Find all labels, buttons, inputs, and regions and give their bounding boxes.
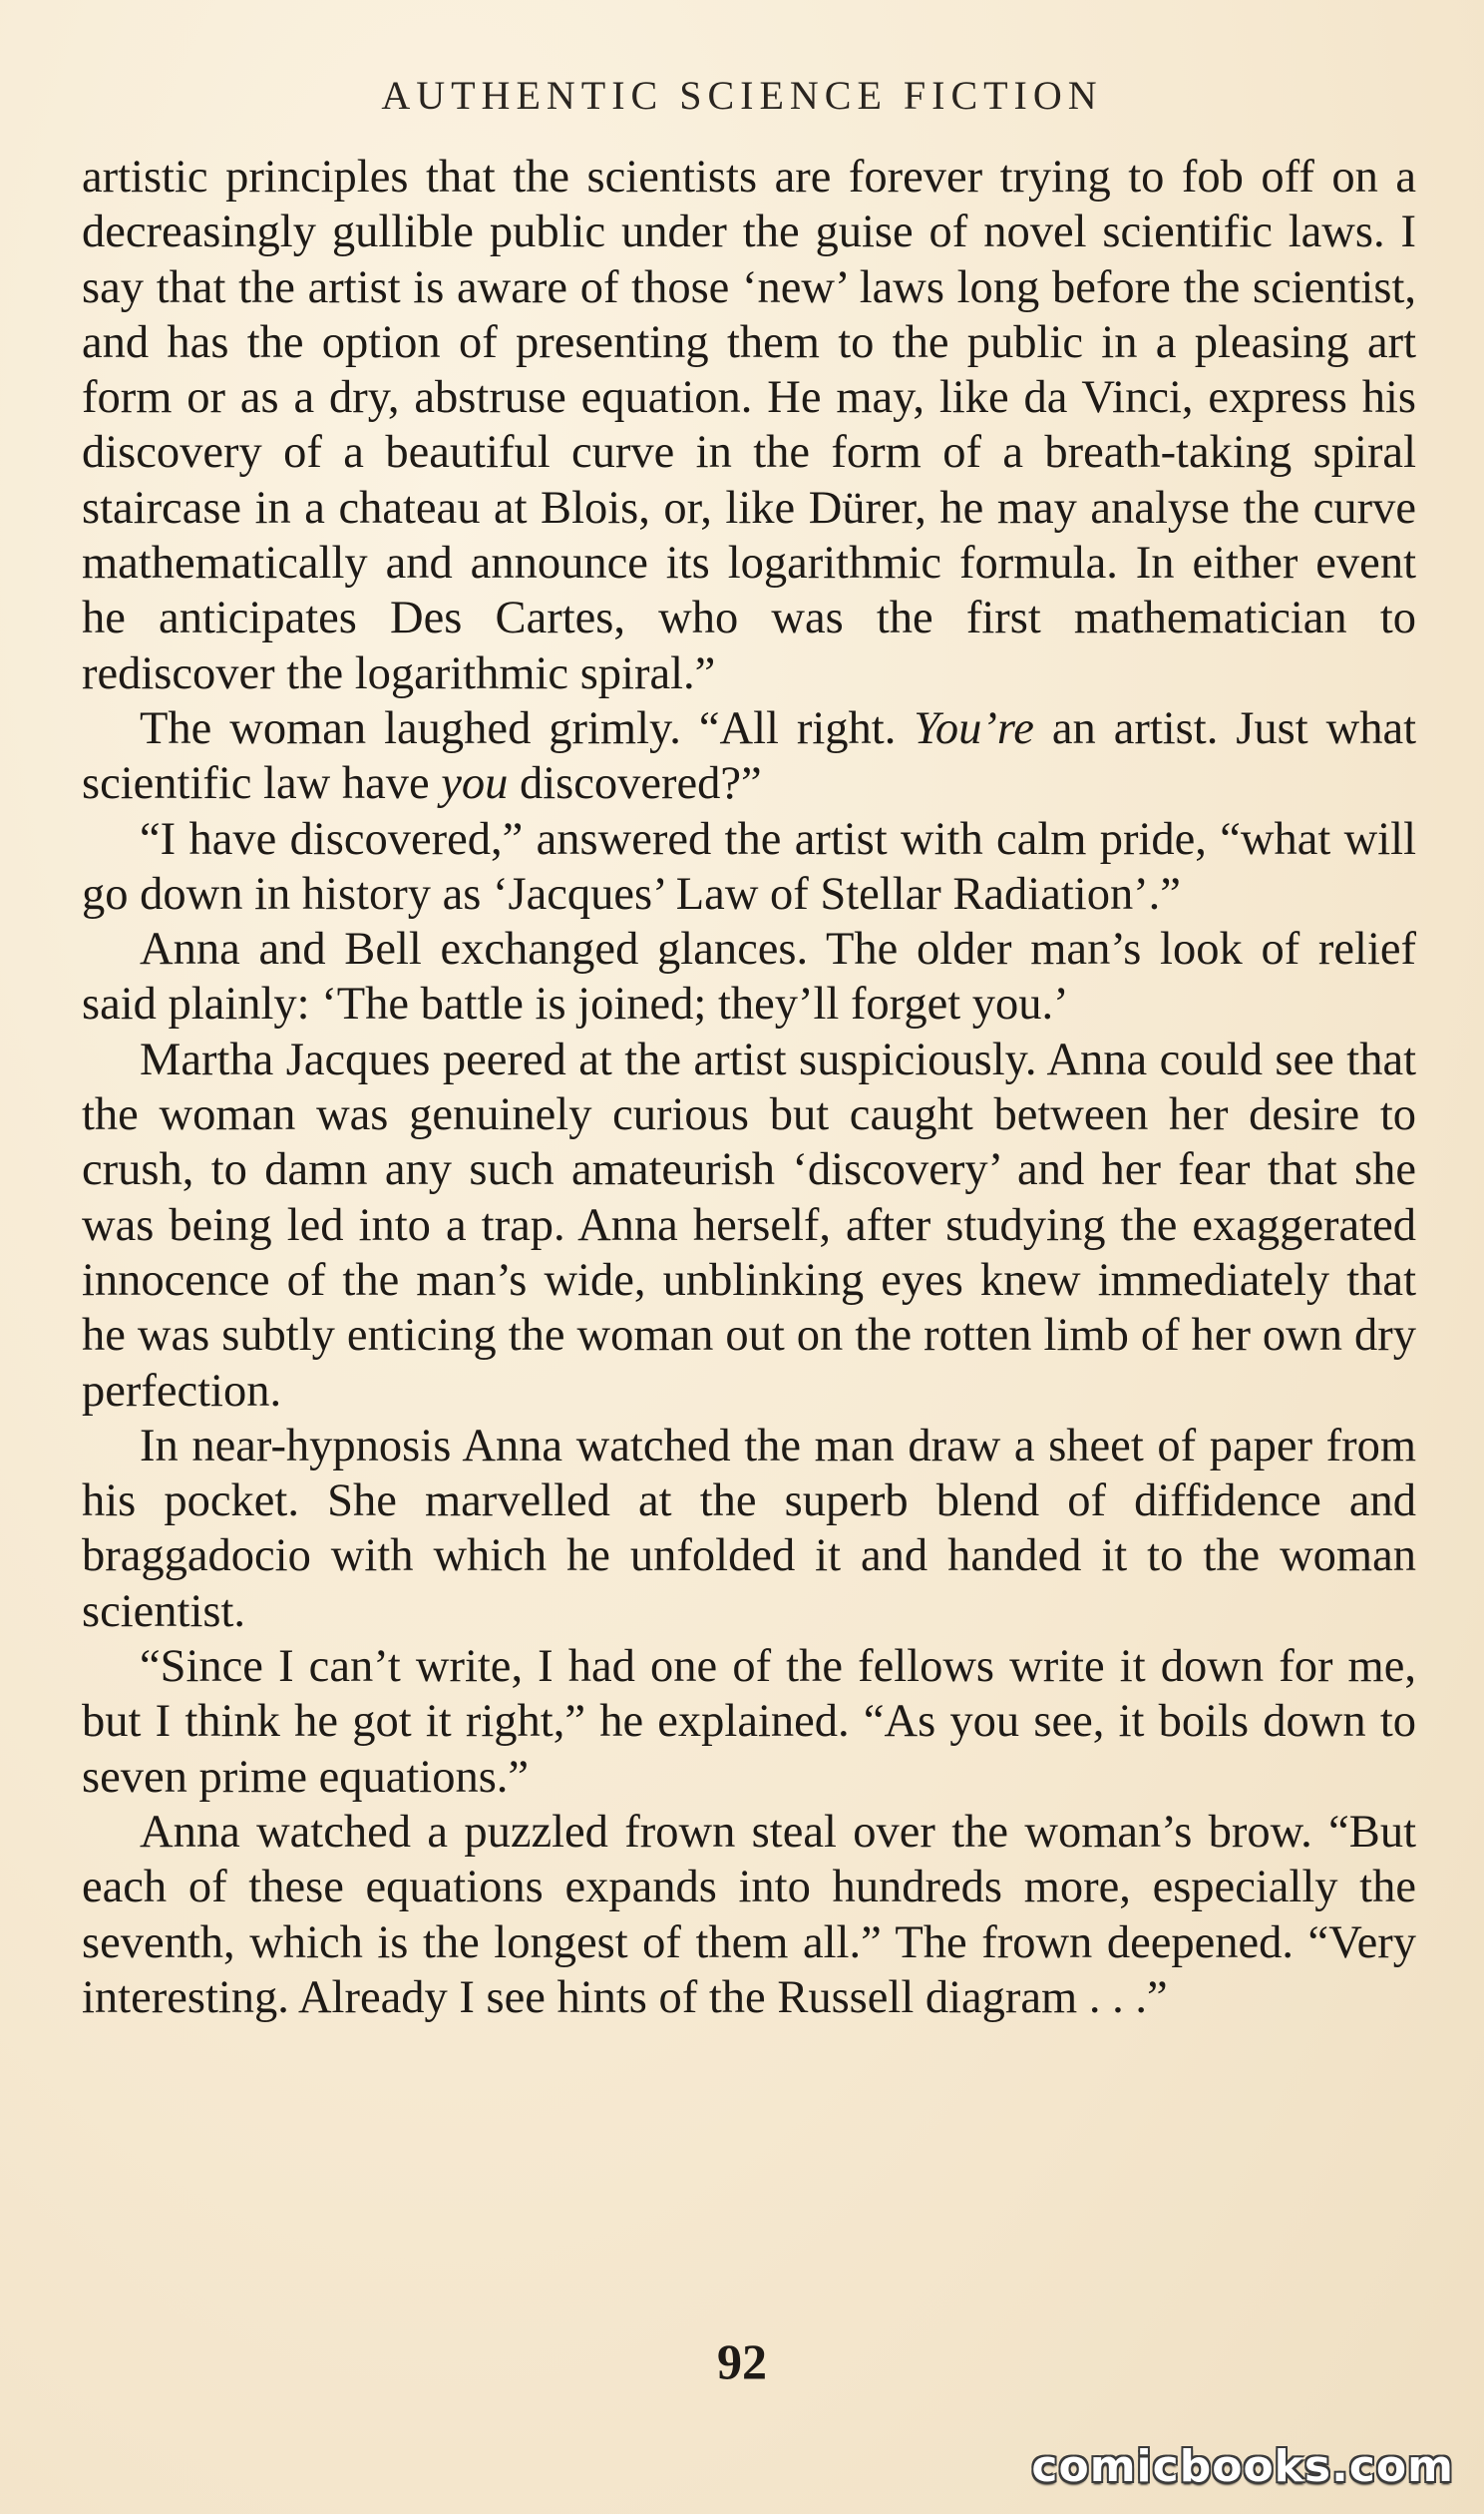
paragraph <box>82 701 1416 812</box>
paragraph <box>82 1033 1416 1419</box>
text-run: an artist. Just what scientific law have <box>82 702 1417 810</box>
text-run: discovered?” <box>508 758 762 810</box>
running-head: AUTHENTIC SCIENCE FICTION <box>381 73 1103 118</box>
paragraph <box>82 812 1416 923</box>
body-text <box>82 150 1416 2025</box>
page-number: 92 <box>717 2333 767 2389</box>
text-run: Anna and Bell exchanged glances. The older man’s look of relief said plainly: ‘The battle is joined; they’ll forget you.’ <box>82 924 1416 1031</box>
text-run: Anna watched a puzzled frown steal over the woman’s brow. “But each of these equations expands into hundreds more, especially the seventh, which is the longest of them all.” The frown deepened. “Very interesting. Already I see hints of the Russell diagram . . .” <box>82 1806 1416 2023</box>
paragraph <box>82 1805 1416 2025</box>
paragraph <box>82 922 1416 1033</box>
text-run: The woman laughed grimly. “All right. <box>140 702 915 754</box>
text-run: “Since I can’t write, I had one of the fellows write it down for me, but I think he got it right,” he explained. “As you see, it boils down to seven prime equations.” <box>82 1641 1416 1803</box>
watermark-logo: comicbooks.com <box>1031 2441 1454 2492</box>
text-run: “I have discovered,” answered the artist with calm pride, “what will go down in history as ‘Jacques’ Law of Stellar Radiation’.” <box>82 813 1416 920</box>
italic-text: You’re <box>914 702 1034 754</box>
italic-text: you <box>441 758 509 810</box>
text-run: artistic principles that the scientists are forever trying to fob off on a decreasingly gullible public under the guise of novel scientific laws. I say that the artist is aware of those ‘new’ laws long before the scientist, and has the option of presenting them to the public in a pleasing art form or as a dry, abstruse equation. He may, like da Vinci, express his discovery of a beautiful curve in the form of a breath-taking spiral staircase in a chateau at Blois, or, like Dürer, he may analyse the curve mathematically and announce its logarithmic formula. In either event he anticipates Des Cartes, who was the first mathematician to rediscover the logarithmic spiral.” <box>82 152 1416 699</box>
text-run: In near-hypnosis Anna watched the man draw a sheet of paper from his pocket. She marvelled at the superb blend of diffidence and braggadocio with which he unfolded it and handed it to the woman scientist. <box>82 1420 1416 1637</box>
paragraph <box>82 150 1416 701</box>
paragraph <box>82 1639 1416 1805</box>
paragraph <box>82 1419 1416 1639</box>
text-run: Martha Jacques peered at the artist suspiciously. Anna could see that the woman was genuinely curious but caught between her desire to crush, to damn any such amateurish ‘discovery’ and her fear that she was being led into a trap. Anna herself, after studying the exaggerated innocence of the man’s wide, unblinking eyes knew immediately that he was subtly enticing the woman out on the rotten limb of her own dry perfection. <box>82 1034 1416 1417</box>
